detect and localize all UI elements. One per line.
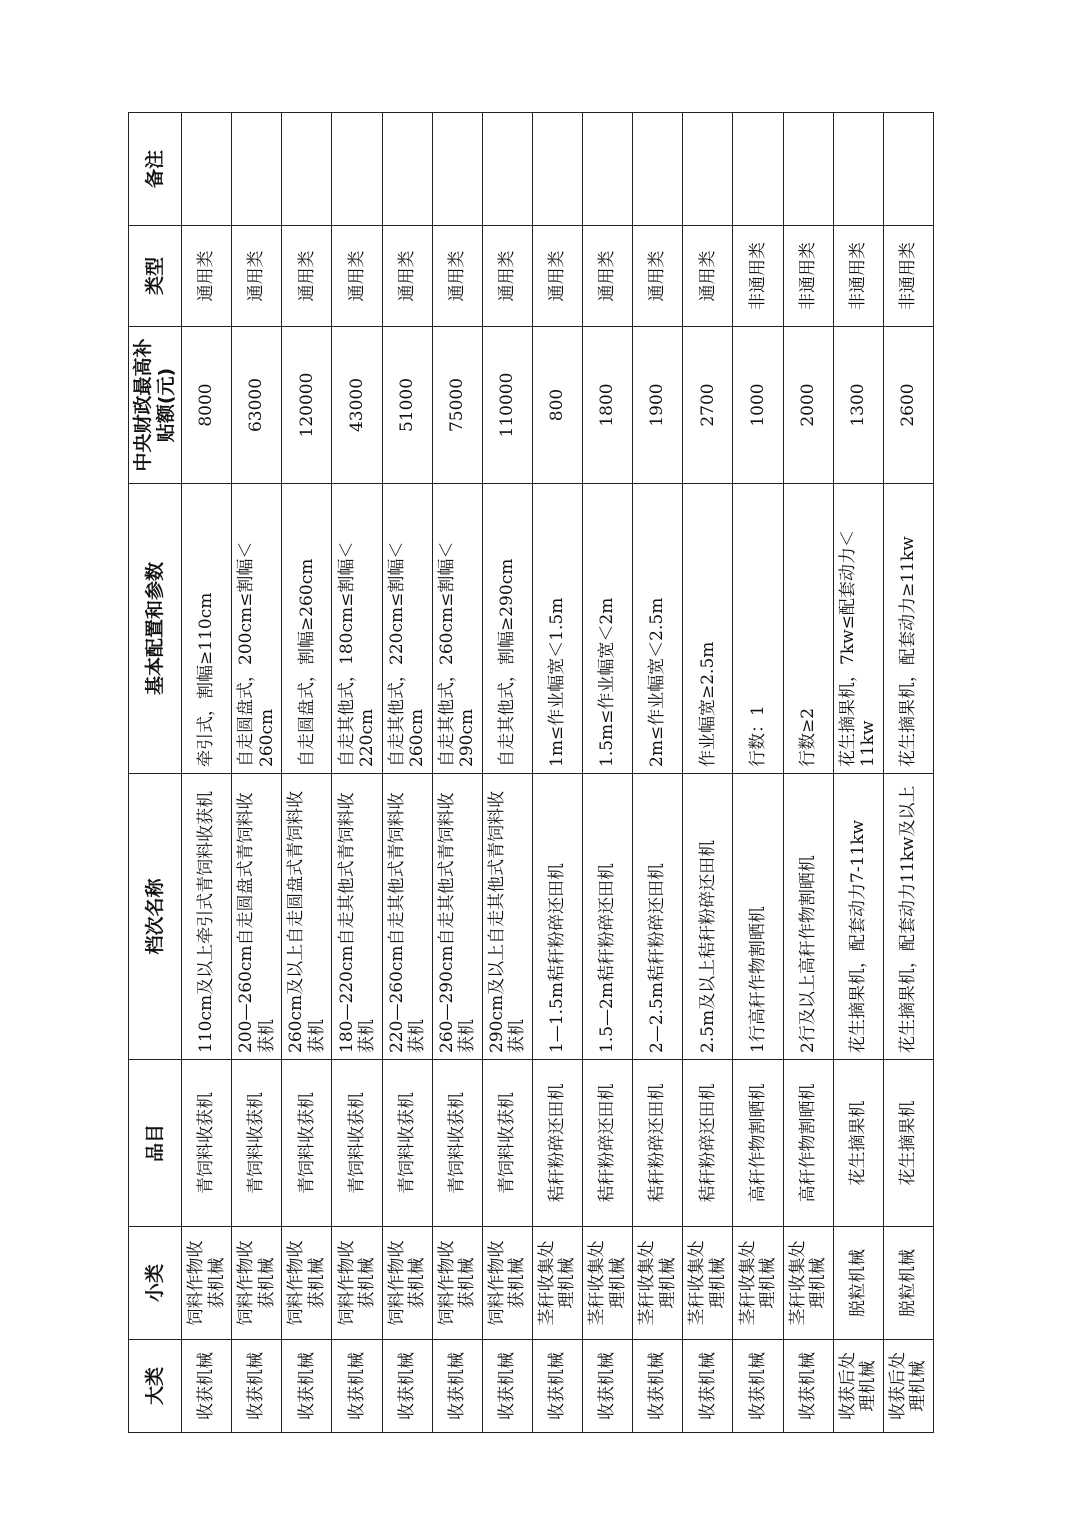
cell-dangci: 200—260cm自走圆盘式青饲料收获机 [232,774,282,1060]
cell-peizhi: 牵引式，割幅≥110cm [182,484,232,774]
cell-butie: 75000 [432,327,482,484]
cell-peizhi: 自走其他式，260cm≤割幅＜290cm [432,484,482,774]
cell-xiaolei: 饲料作物收获机械 [332,1227,382,1340]
header-butie: 中央财政最高补贴额(元) [129,327,182,484]
cell-pinmu: 青饲料收获机 [282,1060,332,1227]
cell-beizhu [683,113,733,226]
cell-butie: 1000 [733,327,783,484]
cell-xiaolei: 茎秆收集处理机械 [733,1227,783,1340]
cell-beizhu [182,113,232,226]
cell-beizhu [583,113,633,226]
cell-pinmu: 青饲料收获机 [182,1060,232,1227]
cell-xiaolei: 脱粒机械 [883,1227,933,1340]
cell-dalei: 收获机械 [182,1340,232,1433]
cell-dalei: 收获机械 [432,1340,482,1433]
cell-xiaolei: 饲料作物收获机械 [232,1227,282,1340]
cell-dalei: 收获机械 [532,1340,582,1433]
cell-pinmu: 花生摘果机 [883,1060,933,1227]
table-row [532,113,582,1433]
header-beizhu: 备注 [129,113,182,226]
cell-leixing: 通用类 [583,226,633,327]
cell-leixing: 通用类 [482,226,532,327]
cell-leixing: 通用类 [432,226,482,327]
cell-dangci: 1.5—2m秸秆粉碎还田机 [583,774,633,1060]
cell-xiaolei: 茎秆收集处理机械 [633,1227,683,1340]
table-row [482,113,532,1433]
cell-leixing: 非通用类 [783,226,833,327]
cell-peizhi: 花生摘果机，配套动力≥11kw [883,484,933,774]
cell-xiaolei: 饲料作物收获机械 [382,1227,432,1340]
cell-leixing: 非通用类 [883,226,933,327]
cell-peizhi: 行数：1 [733,484,783,774]
cell-leixing: 通用类 [633,226,683,327]
cell-beizhu [633,113,683,226]
cell-leixing: 通用类 [332,226,382,327]
cell-xiaolei: 饲料作物收获机械 [432,1227,482,1340]
cell-beizhu [733,113,783,226]
cell-dalei: 收获机械 [332,1340,382,1433]
cell-pinmu: 秸秆粉碎还田机 [633,1060,683,1227]
cell-beizhu [482,113,532,226]
cell-pinmu: 高秆作物割晒机 [733,1060,783,1227]
cell-leixing: 通用类 [282,226,332,327]
cell-butie: 110000 [482,327,532,484]
cell-peizhi: 2m≤作业幅宽＜2.5m [633,484,683,774]
cell-peizhi: 行数≥2 [783,484,833,774]
cell-peizhi: 自走其他式，180cm≤割幅＜220cm [332,484,382,774]
cell-xiaolei: 饲料作物收获机械 [282,1227,332,1340]
cell-dalei: 收获后处理机械 [883,1340,933,1433]
cell-leixing: 通用类 [232,226,282,327]
header-pinmu: 品目 [129,1060,182,1227]
cell-pinmu: 高秆作物割晒机 [783,1060,833,1227]
header-row [129,113,182,1433]
cell-leixing: 通用类 [182,226,232,327]
table-body [182,113,934,1433]
header-xiaolei: 小类 [129,1227,182,1340]
cell-leixing: 非通用类 [733,226,783,327]
table-row [683,113,733,1433]
cell-leixing: 通用类 [532,226,582,327]
table-row [182,113,232,1433]
cell-dangci: 2.5m及以上秸秆粉碎还田机 [683,774,733,1060]
cell-beizhu [833,113,883,226]
cell-dangci: 花生摘果机，配套动力11kw及以上 [883,774,933,1060]
cell-peizhi: 1.5m≤作业幅宽＜2m [583,484,633,774]
cell-xiaolei: 脱粒机械 [833,1227,883,1340]
cell-butie: 2600 [883,327,933,484]
table-row [833,113,883,1433]
cell-dangci: 110cm及以上牵引式青饲料收获机 [182,774,232,1060]
rotated-table-page [128,113,934,1433]
cell-dangci: 2—2.5m秸秆粉碎还田机 [633,774,683,1060]
table-row [282,113,332,1433]
cell-leixing: 通用类 [683,226,733,327]
cell-leixing: 通用类 [382,226,432,327]
table-row [583,113,633,1433]
cell-pinmu: 青饲料收获机 [232,1060,282,1227]
cell-beizhu [282,113,332,226]
table-row [432,113,482,1433]
cell-butie: 2700 [683,327,733,484]
cell-peizhi: 自走其他式，220cm≤割幅＜260cm [382,484,432,774]
cell-pinmu: 青饲料收获机 [432,1060,482,1227]
cell-dangci: 220—260cm自走其他式青饲料收获机 [382,774,432,1060]
cell-peizhi: 作业幅宽≥2.5m [683,484,733,774]
cell-dangci: 1—1.5m秸秆粉碎还田机 [532,774,582,1060]
table-row [733,113,783,1433]
cell-dangci: 290cm及以上自走其他式青饲料收获机 [482,774,532,1060]
cell-pinmu: 秸秆粉碎还田机 [683,1060,733,1227]
cell-beizhu [232,113,282,226]
cell-pinmu: 秸秆粉碎还田机 [583,1060,633,1227]
cell-xiaolei: 茎秆收集处理机械 [532,1227,582,1340]
table-row [382,113,432,1433]
cell-peizhi: 自走圆盘式，200cm≤割幅＜260cm [232,484,282,774]
header-dangci: 档次名称 [129,774,182,1060]
cell-xiaolei: 饲料作物收获机械 [182,1227,232,1340]
cell-peizhi: 1m≤作业幅宽＜1.5m [532,484,582,774]
cell-dalei: 收获机械 [282,1340,332,1433]
cell-dalei: 收获机械 [232,1340,282,1433]
cell-dangci: 260cm及以上自走圆盘式青饲料收获机 [282,774,332,1060]
cell-dangci: 2行及以上高秆作物割晒机 [783,774,833,1060]
table-row [783,113,833,1433]
cell-beizhu [783,113,833,226]
cell-pinmu: 花生摘果机 [833,1060,883,1227]
cell-leixing: 非通用类 [833,226,883,327]
cell-butie: 8000 [182,327,232,484]
cell-beizhu [432,113,482,226]
header-dalei: 大类 [129,1340,182,1433]
subsidy-table [128,112,934,1433]
cell-dalei: 收获机械 [482,1340,532,1433]
table-row [883,113,933,1433]
cell-pinmu: 青饲料收获机 [482,1060,532,1227]
cell-dalei: 收获后处理机械 [833,1340,883,1433]
cell-xiaolei: 茎秆收集处理机械 [683,1227,733,1340]
cell-butie: 800 [532,327,582,484]
cell-butie: 1300 [833,327,883,484]
cell-butie: 63000 [232,327,282,484]
cell-beizhu [332,113,382,226]
cell-xiaolei: 茎秆收集处理机械 [583,1227,633,1340]
cell-peizhi: 自走其他式，割幅≥290cm [482,484,532,774]
cell-butie: 2000 [783,327,833,484]
table-row [232,113,282,1433]
cell-peizhi: 花生摘果机，7kw≤配套动力＜11kw [833,484,883,774]
cell-peizhi: 自走圆盘式，割幅≥260cm [282,484,332,774]
cell-dangci: 1行高秆作物割晒机 [733,774,783,1060]
cell-pinmu: 青饲料收获机 [382,1060,432,1227]
cell-xiaolei: 饲料作物收获机械 [482,1227,532,1340]
table-row [332,113,382,1433]
cell-pinmu: 青饲料收获机 [332,1060,382,1227]
cell-butie: 51000 [382,327,432,484]
cell-dalei: 收获机械 [783,1340,833,1433]
header-peizhi: 基本配置和参数 [129,484,182,774]
cell-butie: 120000 [282,327,332,484]
cell-beizhu [883,113,933,226]
cell-dangci: 260—290cm自走其他式青饲料收获机 [432,774,482,1060]
cell-xiaolei: 茎秆收集处理机械 [783,1227,833,1340]
cell-beizhu [532,113,582,226]
cell-dalei: 收获机械 [733,1340,783,1433]
table-row [633,113,683,1433]
cell-butie: 43000 [332,327,382,484]
cell-dalei: 收获机械 [633,1340,683,1433]
cell-dalei: 收获机械 [382,1340,432,1433]
cell-butie: 1800 [583,327,633,484]
cell-dalei: 收获机械 [583,1340,633,1433]
cell-beizhu [382,113,432,226]
header-leixing: 类型 [129,226,182,327]
cell-dangci: 180—220cm自走其他式青饲料收获机 [332,774,382,1060]
cell-pinmu: 秸秆粉碎还田机 [532,1060,582,1227]
cell-butie: 1900 [633,327,683,484]
cell-dangci: 花生摘果机，配套动力7-11kw [833,774,883,1060]
cell-dalei: 收获机械 [683,1340,733,1433]
